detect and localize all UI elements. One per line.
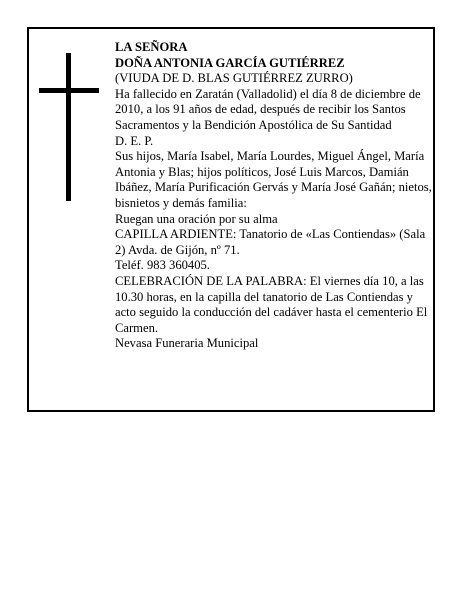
funeral-home: Nevasa Funeraria Municipal [115,336,259,351]
ceremony-info [115,274,433,336]
cross-vertical-bar [66,53,71,201]
death-announcement: Ha fallecido en Zaratán (Valladolid) el día 8 de diciembre de 2010, a los 91 años de edad, después de recibir los Santos Sacramentos y la Bendición Apostólica de Su Santidad [115,86,421,132]
notice-text [115,40,433,352]
phone-line: Teléf. 983 360405. [115,258,210,273]
prayer-request: Ruegan una oración por su alma [115,211,278,226]
dep-line: D. E. P. [115,133,154,148]
deceased-name: DOÑA ANTONIA GARCÍA GUTIÉRREZ [115,55,345,70]
chapel-label: CAPILLA ARDIENTE: [115,227,237,242]
ceremony-label: CELEBRACIÓN DE LA PALABRA: [115,273,307,288]
family-list: Sus hijos, María Isabel, María Lourdes, Miguel Ángel, María Antonia y Blas; hijos políticos, José Luis Marcos, Damián Ibáñez, María Purificación Gervás y María José Gañán; nietos, bisnietos y demás familia: [115,149,432,210]
chapel-info [115,227,433,258]
obituary-notice [27,27,435,412]
chapel-text: Tanatorio de «Las Contiendas» (Sala 2) Avda. de Gijón, nº 71. [115,227,426,257]
widow-of-line: (VIUDA DE D. BLAS GUTIÉRREZ ZURRO) [115,71,353,86]
cross-horizontal-bar [39,88,99,93]
latin-cross-icon [39,53,99,201]
notice-title: LA SEÑORA [115,40,188,54]
ceremony-text: El viernes día 10, a las 10.30 horas, en la capilla del tanatorio de Las Contiendas y acto seguido la conducción del cadáver hasta el cementerio El Carmen. [115,273,428,335]
